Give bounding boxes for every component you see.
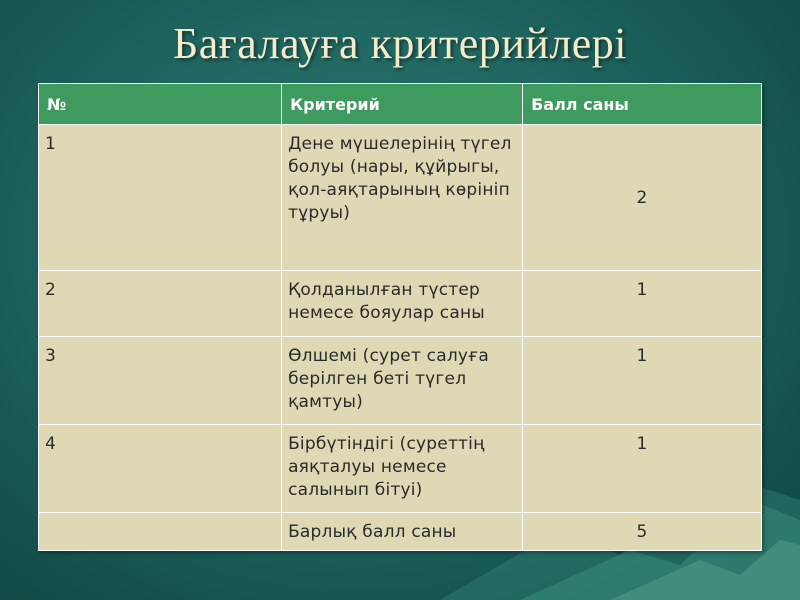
- row-number: 1: [39, 125, 282, 271]
- table-row: [39, 271, 762, 337]
- row-score: 1: [523, 425, 762, 513]
- header-number: №: [39, 84, 282, 125]
- total-score: 5: [523, 513, 762, 551]
- total-label: Барлық балл саны: [282, 513, 523, 551]
- table-row: [39, 125, 762, 271]
- row-number: 4: [39, 425, 282, 513]
- row-criterion: Қолданылған түстер немесе бояулар саны: [282, 271, 523, 337]
- row-score: 1: [523, 271, 762, 337]
- row-criterion: Өлшемі (сурет салуға берілген беті түгел қамтуы): [282, 337, 523, 425]
- criteria-table: [38, 83, 762, 551]
- row-number: [39, 513, 282, 551]
- table-row: [39, 425, 762, 513]
- row-number: 2: [39, 271, 282, 337]
- row-criterion: Бірбүтіндігі (суреттің аяқталуы немесе салынып бітуі): [282, 425, 523, 513]
- slide-title: Бағалауға критерийлері: [172, 19, 628, 68]
- table-row: [39, 337, 762, 425]
- header-criterion: Критерий: [282, 84, 523, 125]
- row-criterion: Дене мүшелерінің түгел болуы (нары, құйрыгы, қол-аяқтарының көрініп тұруы): [282, 125, 523, 271]
- row-number: 3: [39, 337, 282, 425]
- table-row-total: [39, 513, 762, 551]
- header-score: Балл саны: [523, 84, 762, 125]
- table-header-row: [39, 84, 762, 125]
- row-score: 2: [523, 125, 762, 271]
- row-score: 1: [523, 337, 762, 425]
